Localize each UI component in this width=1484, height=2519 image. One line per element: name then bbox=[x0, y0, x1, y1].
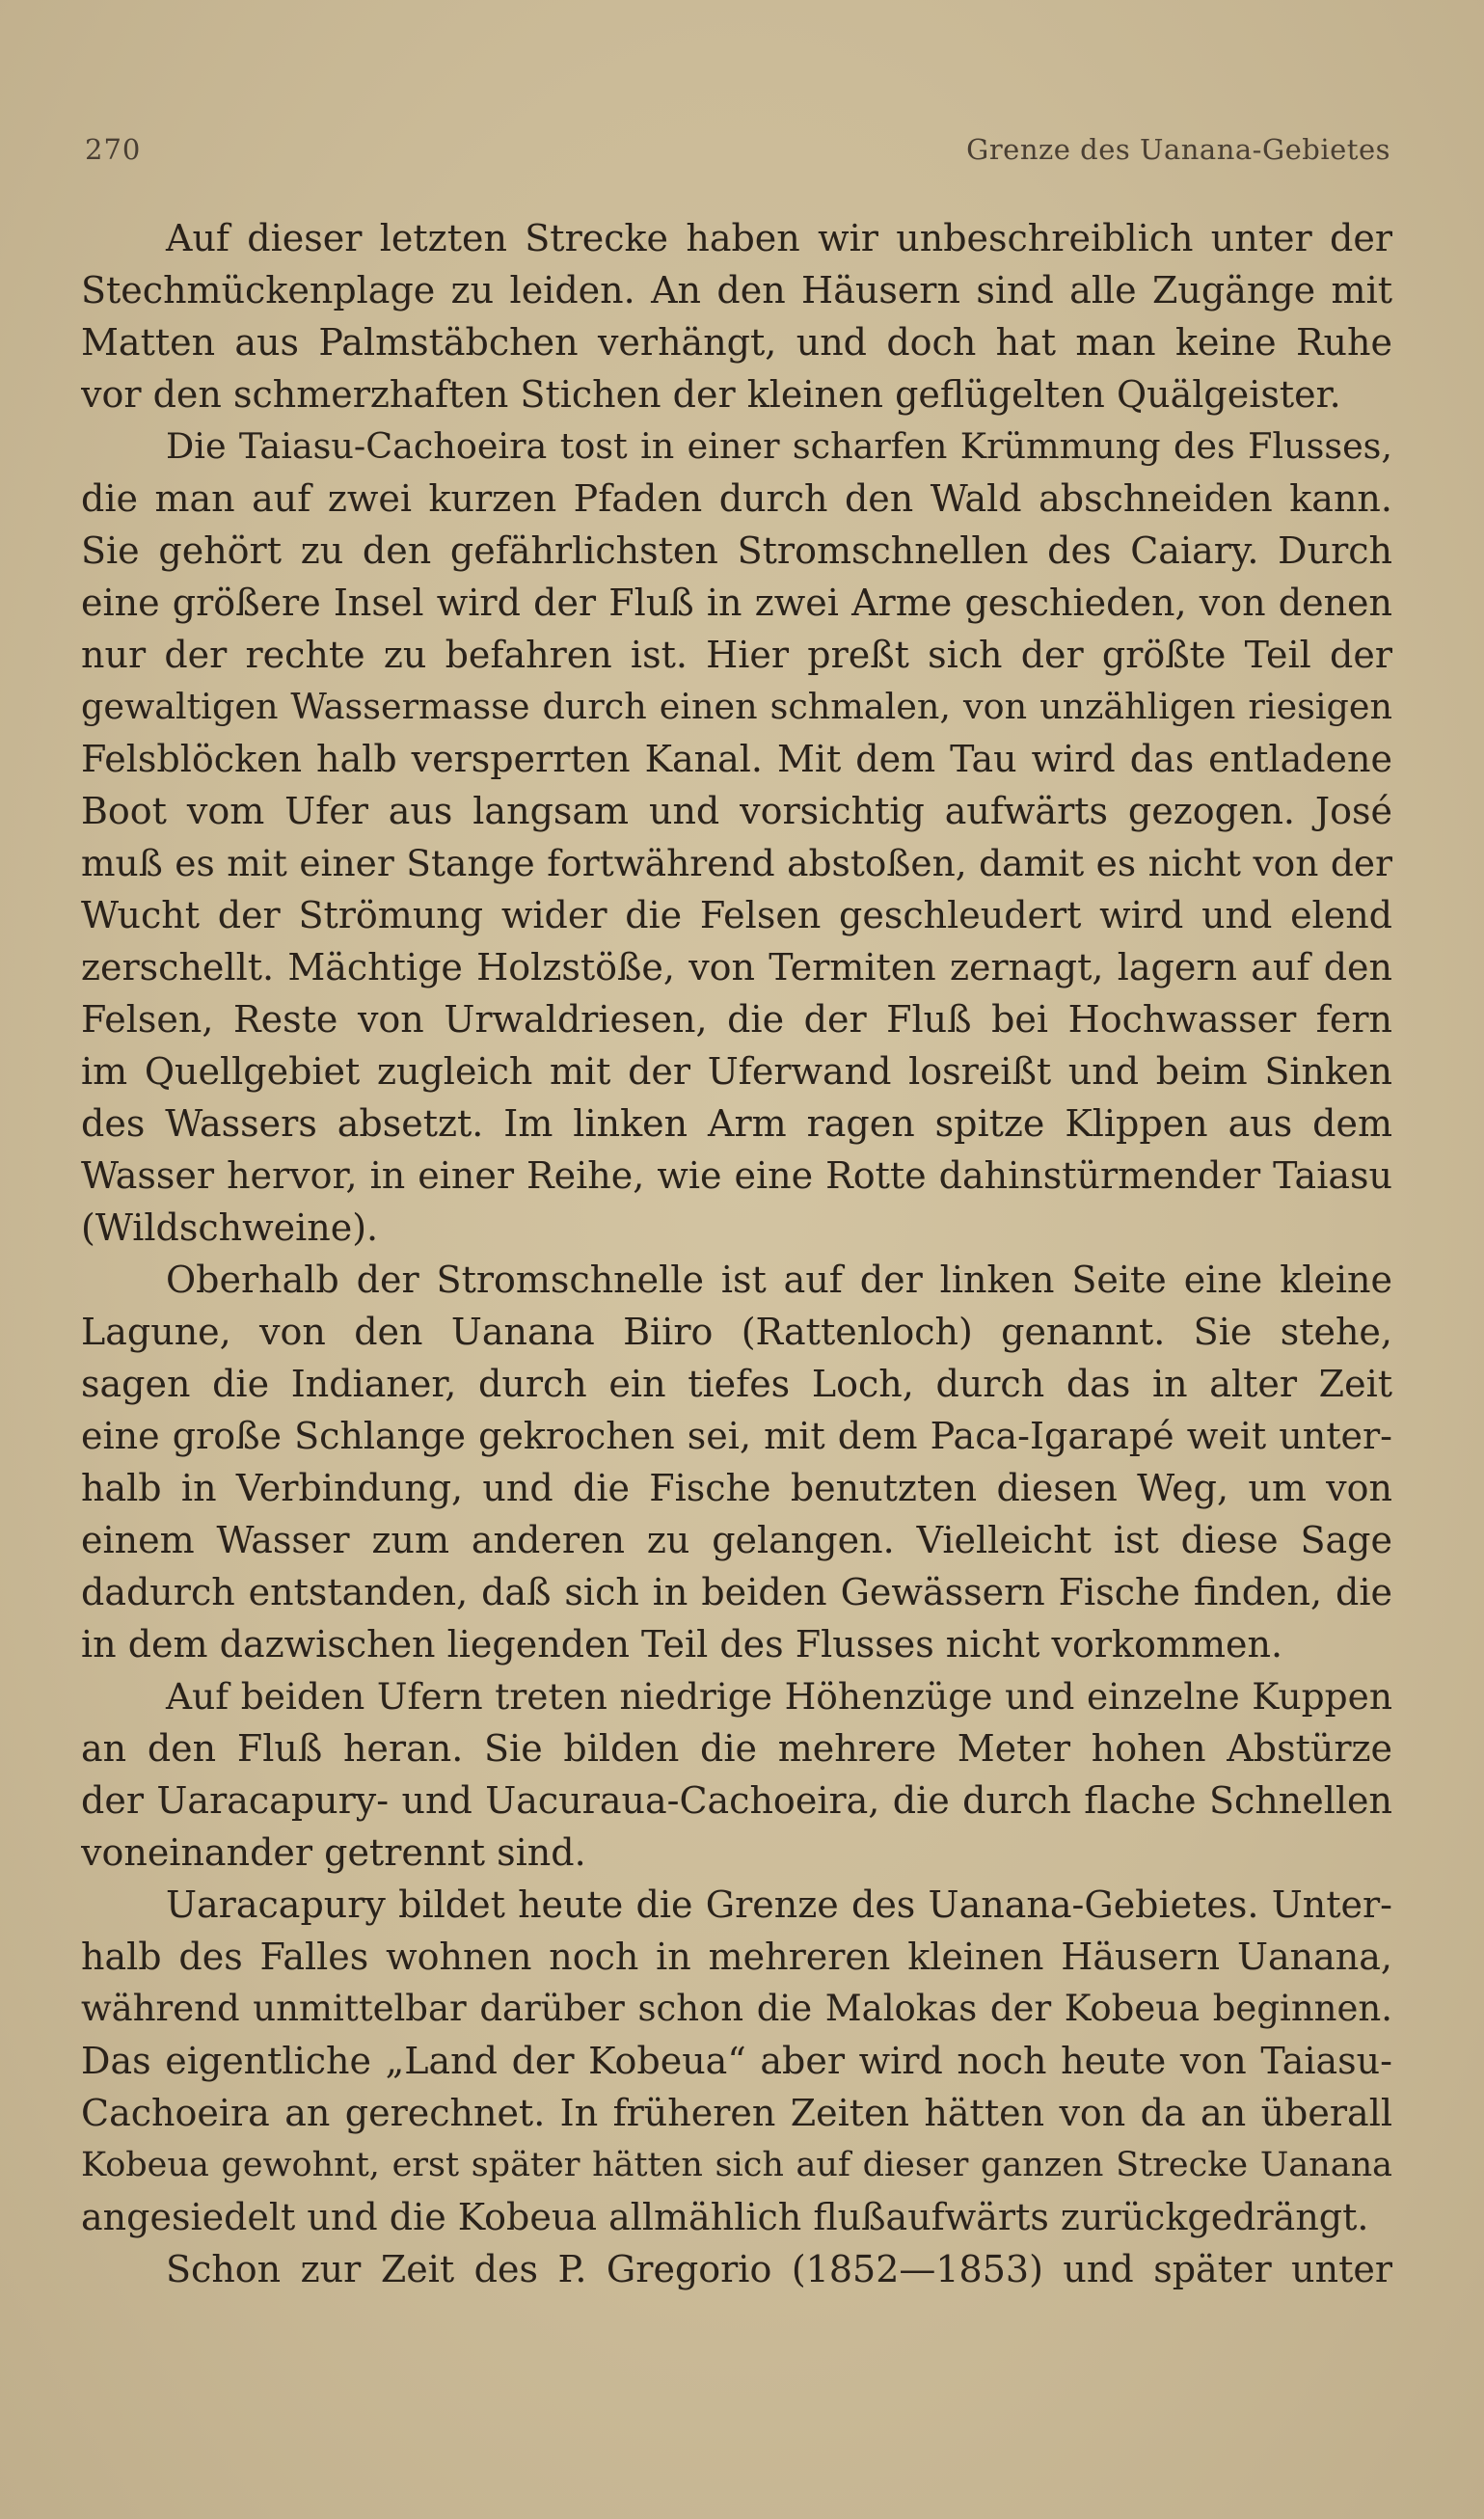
paragraph-5 bbox=[81, 1879, 1392, 2243]
text-line: zerschellt. Mächtige Holzstöße, von Termiten zernagt, lagern auf den bbox=[81, 946, 1392, 989]
text-line: sagen die Indianer, durch ein tiefes Loch, durch das in alter Zeit bbox=[81, 1363, 1392, 1405]
paragraph-6 bbox=[81, 2243, 1392, 2295]
text-line: Stechmückenplage zu leiden. An den Häusern sind alle Zugänge mit bbox=[81, 269, 1392, 311]
text-line: (Wildschweine). bbox=[81, 1206, 379, 1249]
text-line: während unmittelbar darüber schon die Malokas der Kobeua beginnen. bbox=[81, 1988, 1392, 2029]
text-line: Wasser hervor, in einer Reihe, wie eine Rotte dahinstürmender Taiasu bbox=[81, 1154, 1392, 1197]
text-line: Felsen, Reste von Urwaldriesen, die der Fluß bei Hochwasser fern bbox=[81, 998, 1392, 1041]
text-line: Das eigentliche „Land der Kobeua“ aber wird noch heute von Taiasu- bbox=[81, 2040, 1392, 2082]
text-line: Die Taiasu-Cachoeira tost in einer scharfen Krümmung des Flusses, bbox=[166, 425, 1392, 467]
text-line: eine große Schlange gekrochen sei, mit dem Paca-Igarapé weit unter- bbox=[81, 1415, 1392, 1457]
paragraph-4 bbox=[81, 1670, 1392, 1879]
text-line: Cachoeira an gerechnet. In früheren Zeiten hätten von da an überall bbox=[81, 2092, 1392, 2134]
text-line: voneinander getrennt sind. bbox=[81, 1831, 586, 1874]
text-line: Auf beiden Ufern treten niedrige Höhenzüge und einzelne Kuppen bbox=[166, 1675, 1392, 1718]
text-line: des Wassers absetzt. Im linken Arm ragen spitze Klippen aus dem bbox=[81, 1102, 1392, 1145]
text-line: Auf dieser letzten Strecke haben wir unbeschreiblich unter der bbox=[166, 217, 1392, 259]
paragraph-1 bbox=[81, 212, 1392, 420]
running-title: Grenze des Uanana-Gebietes bbox=[966, 133, 1390, 166]
text-line: Sie gehört zu den gefährlichsten Stromschnellen des Caiary. Durch bbox=[81, 529, 1392, 572]
text-line: Uaracapury bildet heute die Grenze des Uanana-Gebietes. Unter- bbox=[166, 1883, 1392, 1926]
text-line: dadurch entstanden, daß sich in beiden Gewässern Fische finden, die bbox=[81, 1571, 1392, 1613]
text-line: Lagune, von den Uanana Biiro (Rattenloch) genannt. Sie stehe, bbox=[81, 1311, 1392, 1353]
page-number: 270 bbox=[85, 133, 142, 166]
paragraph-3 bbox=[81, 1254, 1392, 1670]
text-line: halb in Verbindung, und die Fische benutzten diesen Weg, um von bbox=[81, 1467, 1392, 1509]
text-line: Matten aus Palmstäbchen verhängt, und doch hat man keine Ruhe bbox=[81, 321, 1392, 364]
running-head bbox=[85, 133, 1390, 172]
text-line: die man auf zwei kurzen Pfaden durch den Wald abschneiden kann. bbox=[81, 477, 1392, 520]
text-line: Wucht der Strömung wider die Felsen geschleudert wird und elend bbox=[81, 894, 1392, 936]
text-line: einem Wasser zum anderen zu gelangen. Vielleicht ist diese Sage bbox=[81, 1519, 1392, 1561]
body-text bbox=[81, 212, 1392, 2295]
text-line: an den Fluß heran. Sie bilden die mehrere Meter hohen Abstürze bbox=[81, 1727, 1392, 1770]
text-line: Felsblöcken halb versperrten Kanal. Mit dem Tau wird das entladene bbox=[81, 738, 1392, 780]
text-line: muß es mit einer Stange fortwährend abstoßen, damit es nicht von der bbox=[81, 842, 1392, 884]
paragraph-2 bbox=[81, 420, 1392, 1254]
text-line: gewaltigen Wassermasse durch einen schmalen, von unzähligen riesigen bbox=[81, 686, 1392, 727]
text-line: in dem dazwischen liegenden Teil des Flusses nicht vorkommen. bbox=[81, 1623, 1283, 1666]
text-line: halb des Falles wohnen noch in mehreren kleinen Häusern Uanana, bbox=[81, 1936, 1392, 1978]
text-line: Schon zur Zeit des P. Gregorio (1852—1853) und später unter bbox=[166, 2248, 1392, 2290]
text-line: Kobeua gewohnt, erst später hätten sich auf dieser ganzen Strecke Uanana bbox=[81, 2146, 1392, 2184]
text-line: Oberhalb der Stromschnelle ist auf der linken Seite eine kleine bbox=[166, 1259, 1392, 1301]
text-line: eine größere Insel wird der Fluß in zwei Arme geschieden, von denen bbox=[81, 582, 1392, 624]
text-line: nur der rechte zu befahren ist. Hier preßt sich der größte Teil der bbox=[81, 634, 1392, 676]
text-line: vor den schmerzhaften Stichen der kleinen geflügelten Quälgeister. bbox=[81, 373, 1341, 416]
text-line: im Quellgebiet zugleich mit der Uferwand losreißt und beim Sinken bbox=[81, 1050, 1392, 1093]
text-line: Boot vom Ufer aus langsam und vorsichtig aufwärts gezogen. José bbox=[81, 790, 1392, 832]
text-line: der Uaracapury- und Uacuraua-Cachoeira, die durch flache Schnellen bbox=[81, 1779, 1392, 1822]
text-line: angesiedelt und die Kobeua allmählich flußaufwärts zurückgedrängt. bbox=[81, 2196, 1369, 2238]
